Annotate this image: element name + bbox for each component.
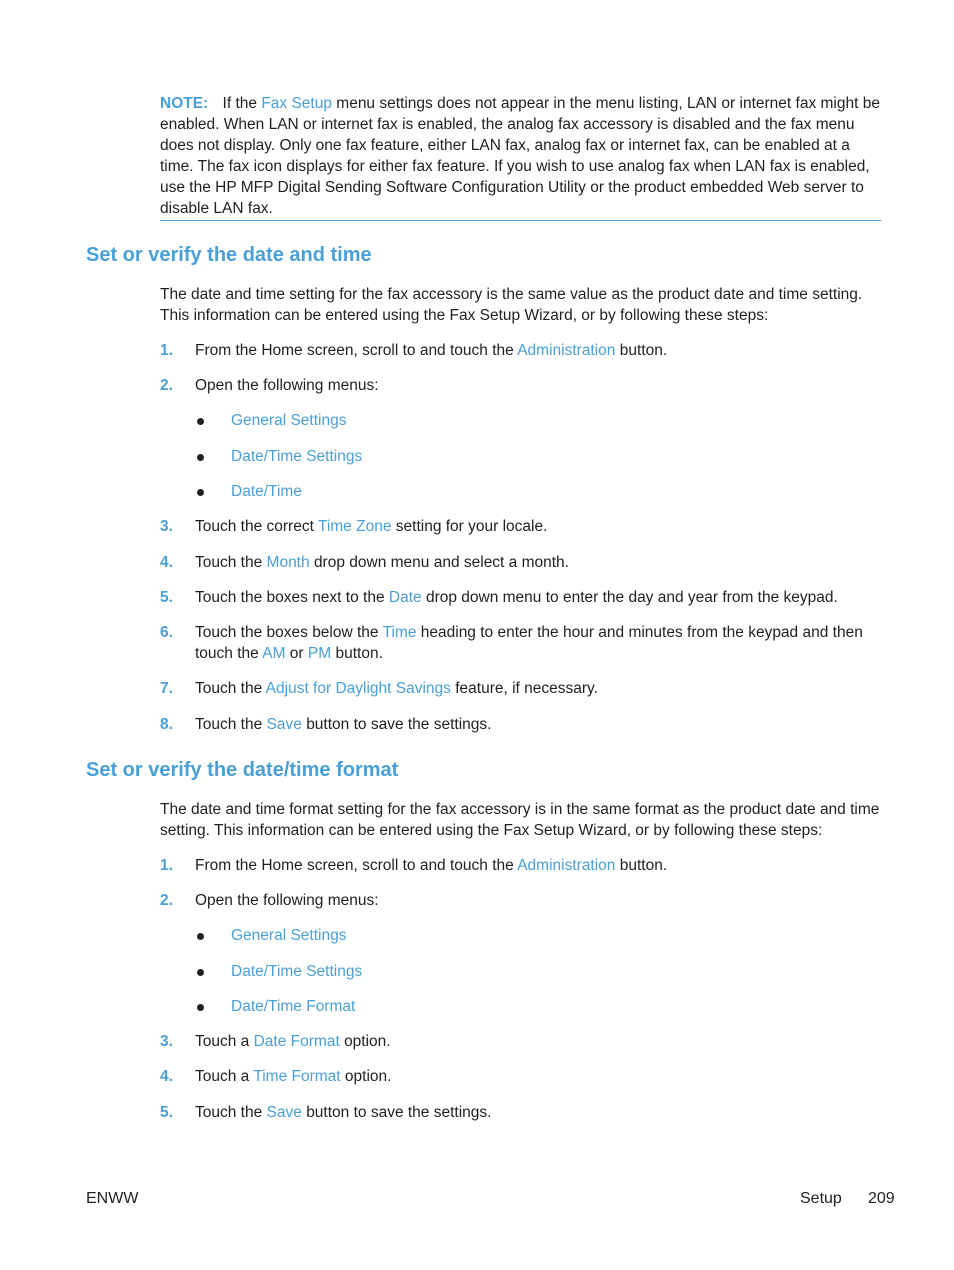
step-number: 1.: [160, 342, 173, 359]
date-term: Date: [388, 589, 422, 606]
step-text: [195, 678, 880, 699]
time-zone-term: Time Zone: [317, 518, 392, 535]
step-pre: Touch the: [195, 1104, 263, 1121]
bullet-icon: [197, 933, 204, 940]
bullet-icon: [197, 969, 204, 976]
step-pre: From the Home screen, scroll to and touch the: [195, 342, 514, 359]
step-pre: Touch a: [195, 1068, 250, 1085]
save-term: Save: [266, 716, 302, 733]
bullet-icon: [197, 418, 204, 425]
time-format-term: Time Format: [253, 1068, 341, 1085]
bullet-icon: [197, 454, 204, 461]
date-format-term: Date Format: [253, 1033, 340, 1050]
note-text: menu settings does not appear in the menu listing, LAN or internet fax might be enabled. When LAN or internet fax is enabled, the analog fax accessory is disabled and the fax menu does not display. Only one fax feature, either LAN fax, analog fax or internet fax, can be enabled at a time. The fax icon displays for either fax feature. If you wish to use analog fax when LAN fax is enabled, use the HP MFP Digital Sending Software Configuration Utility or the product embedded Web server to disable LAN fax.: [160, 95, 880, 217]
note-box: [160, 93, 881, 221]
step-or: or: [289, 645, 304, 662]
administration-term: Administration: [517, 342, 616, 359]
step-number: 6.: [160, 624, 173, 641]
step-post: button.: [619, 342, 668, 359]
step-post: option.: [344, 1068, 392, 1085]
step-text: [195, 552, 880, 573]
step-text: [195, 340, 880, 361]
bullet-icon: [197, 1004, 204, 1011]
step-number: 2.: [160, 377, 173, 394]
step-text: [195, 1066, 880, 1087]
step-post: button to save the settings.: [306, 716, 492, 733]
step-text: [195, 714, 880, 735]
step-text: [195, 516, 880, 537]
step-post: option.: [344, 1033, 391, 1050]
daylight-savings-term: Adjust for Daylight Savings: [265, 680, 451, 697]
section-heading-date-time: Set or verify the date and time: [86, 244, 372, 266]
step-post: drop down menu and select a month.: [313, 554, 569, 571]
step-number: 1.: [160, 857, 173, 874]
pm-term: PM: [307, 645, 332, 662]
step-post: button.: [619, 857, 668, 874]
menu-date-time: Date/Time: [231, 483, 302, 500]
step-number: 2.: [160, 892, 173, 909]
step-number: 5.: [160, 589, 173, 606]
page-number: 209: [868, 1190, 895, 1207]
menu-general-settings: General Settings: [231, 412, 347, 429]
section2-intro: The date and time format setting for the fax accessory is in the same format as the product date and time setting. This information can be entered using the Fax Setup Wizard, or by following these steps:: [160, 801, 880, 839]
fax-setup-term: Fax Setup: [261, 95, 332, 112]
step-pre: Touch the: [195, 554, 263, 571]
section-heading-date-time-format: Set or verify the date/time format: [86, 759, 399, 781]
step-post: feature, if necessary.: [455, 680, 598, 697]
menu-general-settings: General Settings: [231, 927, 347, 944]
step-pre: Touch the boxes next to the: [195, 589, 385, 606]
step-number: 5.: [160, 1104, 173, 1121]
step-number: 4.: [160, 1068, 173, 1085]
save-term: Save: [266, 1104, 302, 1121]
menu-date-time-settings: Date/Time Settings: [231, 448, 363, 465]
step-number: 7.: [160, 680, 173, 697]
step-number: 3.: [160, 1033, 173, 1050]
administration-term: Administration: [517, 857, 616, 874]
step-post: button.: [335, 645, 383, 662]
step-text: [195, 855, 880, 876]
step-pre: Touch a: [195, 1033, 250, 1050]
step-pre: From the Home screen, scroll to and touch the: [195, 857, 514, 874]
note-label: NOTE:: [160, 95, 209, 112]
step-pre: Touch the boxes below the: [195, 624, 379, 641]
step-text: Open the following menus:: [195, 892, 379, 909]
section1-intro: The date and time setting for the fax accessory is the same value as the product date and time setting. This information can be entered using the Fax Setup Wizard, or by following these steps:: [160, 286, 863, 324]
step-number: 3.: [160, 518, 173, 535]
step-pre: Touch the: [195, 680, 263, 697]
menu-date-time-format: Date/Time Format: [231, 998, 356, 1015]
step-text: [195, 622, 880, 664]
month-term: Month: [266, 554, 310, 571]
step-text: [195, 1031, 880, 1052]
step-mid: heading to enter the hour and minutes from the keypad and then touch the: [195, 624, 863, 662]
step-pre: Touch the: [195, 716, 263, 733]
bullet-icon: [197, 489, 204, 496]
step-number: 8.: [160, 716, 173, 733]
step-text: Open the following menus:: [195, 377, 379, 394]
am-term: AM: [262, 645, 286, 662]
step-pre: Touch the correct: [195, 518, 314, 535]
footer-section: Setup: [800, 1190, 842, 1207]
step-text: [195, 1102, 880, 1123]
footer-left: ENWW: [86, 1190, 139, 1207]
note-lead: If the: [222, 95, 257, 112]
menu-date-time-settings: Date/Time Settings: [231, 963, 363, 980]
step-number: 4.: [160, 554, 173, 571]
step-text: [195, 587, 880, 608]
time-term: Time: [382, 624, 417, 641]
step-post: drop down menu to enter the day and year from the keypad.: [425, 589, 838, 606]
step-post: button to save the settings.: [306, 1104, 492, 1121]
step-post: setting for your locale.: [395, 518, 548, 535]
